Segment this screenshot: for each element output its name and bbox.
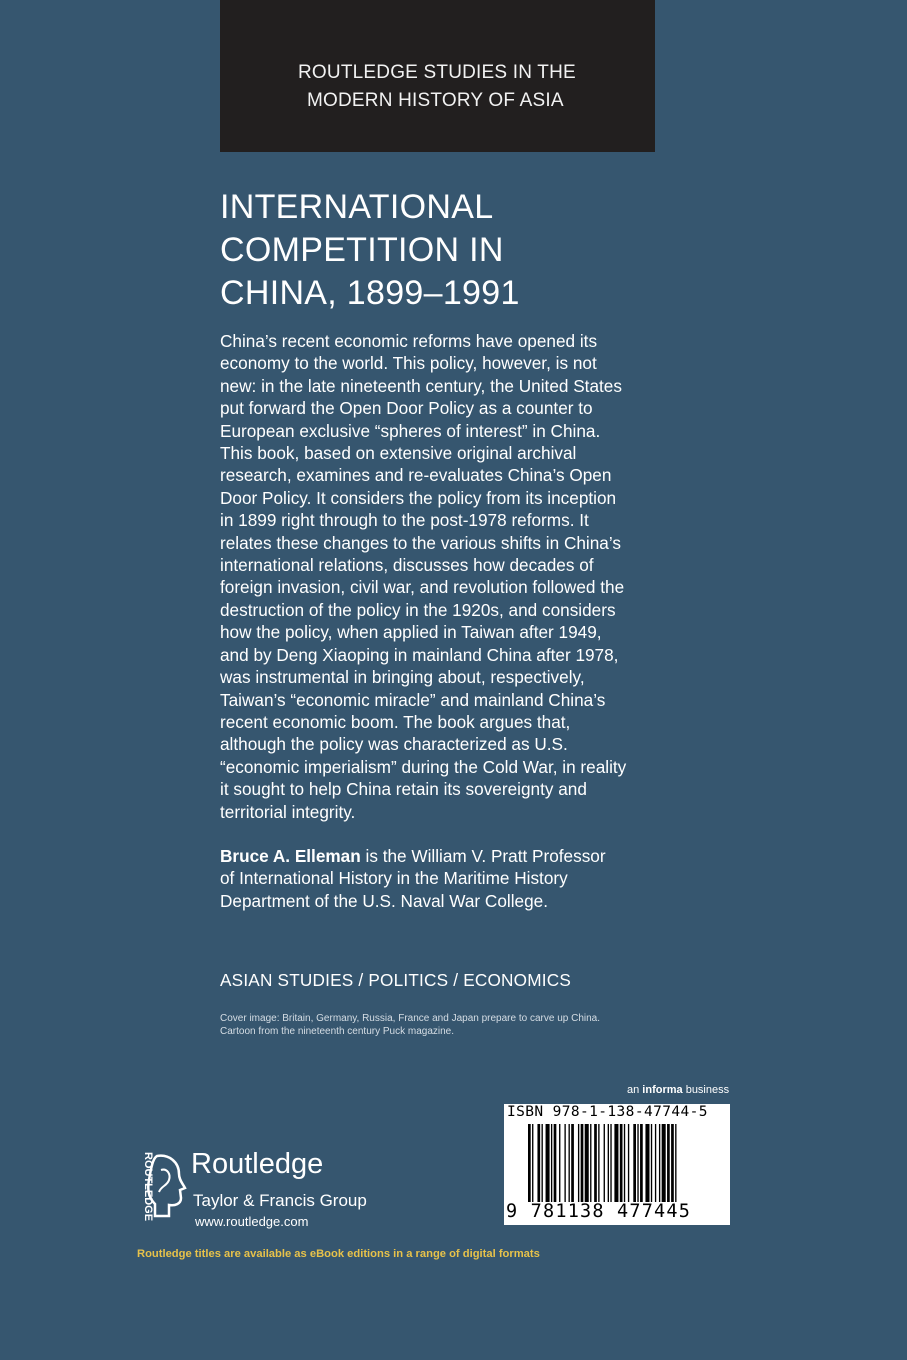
author-bio-line-3: Department of the U.S. Naval War College. (220, 890, 548, 911)
series-title-line-2: MODERN HISTORY OF ASIA (307, 90, 564, 111)
barcode-bar (578, 1124, 579, 1202)
book-title-line-1: INTERNATIONAL (220, 188, 494, 226)
routledge-logo (135, 1150, 375, 1230)
barcode-bar (598, 1124, 599, 1202)
description-line: Door Policy. It considers the policy from its inception (220, 487, 617, 508)
barcode-bar (569, 1124, 570, 1202)
barcode-bar (571, 1124, 574, 1202)
barcode-bar (637, 1124, 638, 1202)
author-bio-line-2: of International History in the Maritime History (220, 868, 568, 889)
barcode-bar (604, 1124, 605, 1202)
description-line: put forward the Open Door Policy as a counter to (220, 398, 593, 419)
barcode-bar (662, 1124, 666, 1202)
book-title-line-3: CHINA, 1899–1991 (220, 274, 520, 312)
description-line: it sought to help China retain its sovereignty and (220, 779, 587, 800)
informa-suffix: business (682, 1084, 730, 1096)
description-line: research, examines and re-evaluates China’s Open (220, 465, 612, 486)
book-title-line-2: COMPETITION IN (220, 231, 504, 269)
cover-image-credit (220, 1012, 600, 1038)
barcode-bar (590, 1124, 591, 1202)
barcode-bar (628, 1124, 629, 1202)
informa-word: informa (642, 1084, 683, 1096)
book-description (220, 330, 665, 823)
description-line: relates these changes to the various shifts in China’s (220, 532, 621, 553)
author-bio (220, 845, 665, 912)
author-bio-line-1-text: is the William V. Pratt Professor (360, 846, 606, 866)
barcode-bar (633, 1124, 636, 1202)
informa-prefix: an (627, 1084, 643, 1096)
barcode-bar (608, 1124, 609, 1202)
description-line: new: in the late nineteenth century, the United States (220, 375, 622, 396)
subject-categories: ASIAN STUDIES / POLITICS / ECONOMICS (220, 970, 572, 990)
barcode-bar (645, 1124, 649, 1202)
isbn-barcode (504, 1104, 730, 1225)
isbn-text: ISBN 978-1-138-47744-5 (507, 1104, 708, 1120)
description-line: and by Deng Xiaoping in mainland China after 1978, (220, 644, 619, 665)
description-line: territorial integrity. (220, 801, 356, 822)
description-line: recent economic boom. The book argues that, (220, 711, 571, 732)
author-bio-line-1 (220, 845, 665, 867)
description-line: how the policy, when applied in Taiwan after 1949, (220, 622, 602, 643)
description-line: was instrumental in bringing about, respectively, (220, 667, 585, 688)
barcode-bar (671, 1124, 674, 1202)
barcode-bar (559, 1124, 560, 1202)
barcode-bar (594, 1124, 597, 1202)
informa-business-tag (627, 1084, 729, 1096)
barcode-bar (624, 1124, 625, 1202)
description-line: China’s recent economic reforms have opened its (220, 331, 598, 351)
barcode-bar (667, 1124, 670, 1202)
barcode-bar (655, 1124, 656, 1202)
publisher-url: www.routledge.com (195, 1214, 309, 1229)
barcode-bar (659, 1124, 660, 1202)
barcode-bar (614, 1124, 618, 1202)
description-line: in 1899 right through to the post-1978 reforms. It (220, 510, 589, 531)
description-line: international relations, discusses how decades of (220, 555, 594, 576)
ebook-availability-note: Routledge titles are available as eBook editions in a range of digital formats (137, 1248, 540, 1260)
description-line: European exclusive “spheres of interest” in China. (220, 420, 601, 441)
description-line: foreign invasion, civil war, and revolution followed the (220, 577, 625, 598)
barcode-bar (546, 1124, 550, 1202)
barcode-bar (620, 1124, 623, 1202)
series-banner (220, 0, 655, 152)
author-name: Bruce A. Elleman (220, 846, 361, 866)
book-title (220, 186, 680, 315)
description-line: economy to the world. This policy, however, is not (220, 353, 597, 374)
routledge-vertical-mark: ROUTLEDGE (142, 1152, 154, 1222)
routledge-wordmark: Routledge (191, 1148, 324, 1180)
description-line: This book, based on extensive original archival (220, 443, 577, 464)
barcode-bar (675, 1124, 676, 1202)
barcode-bar (581, 1124, 584, 1202)
series-title-line-1: ROUTLEDGE STUDIES IN THE (298, 62, 576, 83)
barcode-bar (554, 1124, 557, 1202)
ean-number: 9 781138 477445 (506, 1201, 692, 1222)
barcode-bar (528, 1124, 531, 1202)
cover-credit-line-1: Cover image: Britain, Germany, Russia, France and Japan prepare to carve up China. (220, 1013, 600, 1024)
description-line: although the policy was characterized as U.S. (220, 734, 568, 755)
barcode-bar (585, 1124, 589, 1202)
barcode-bar (551, 1124, 552, 1202)
barcode-bar (564, 1124, 565, 1202)
barcode-bar (640, 1124, 643, 1202)
description-line: destruction of the policy in the 1920s, and considers (220, 599, 616, 620)
routledge-head-icon (135, 1150, 191, 1230)
barcode-bar (542, 1124, 543, 1202)
barcode-bar (532, 1124, 533, 1202)
cover-credit-line-2: Cartoon from the nineteenth century Puck magazine. (220, 1026, 455, 1037)
barcode-bar (610, 1124, 611, 1202)
description-line: Taiwan’s “economic miracle” and mainland China’s (220, 689, 606, 710)
taylor-francis-group: Taylor & Francis Group (193, 1191, 367, 1210)
barcode-bar (651, 1124, 652, 1202)
description-line: “economic imperialism” during the Cold War, in reality (220, 756, 627, 777)
barcode-bar (537, 1124, 540, 1202)
